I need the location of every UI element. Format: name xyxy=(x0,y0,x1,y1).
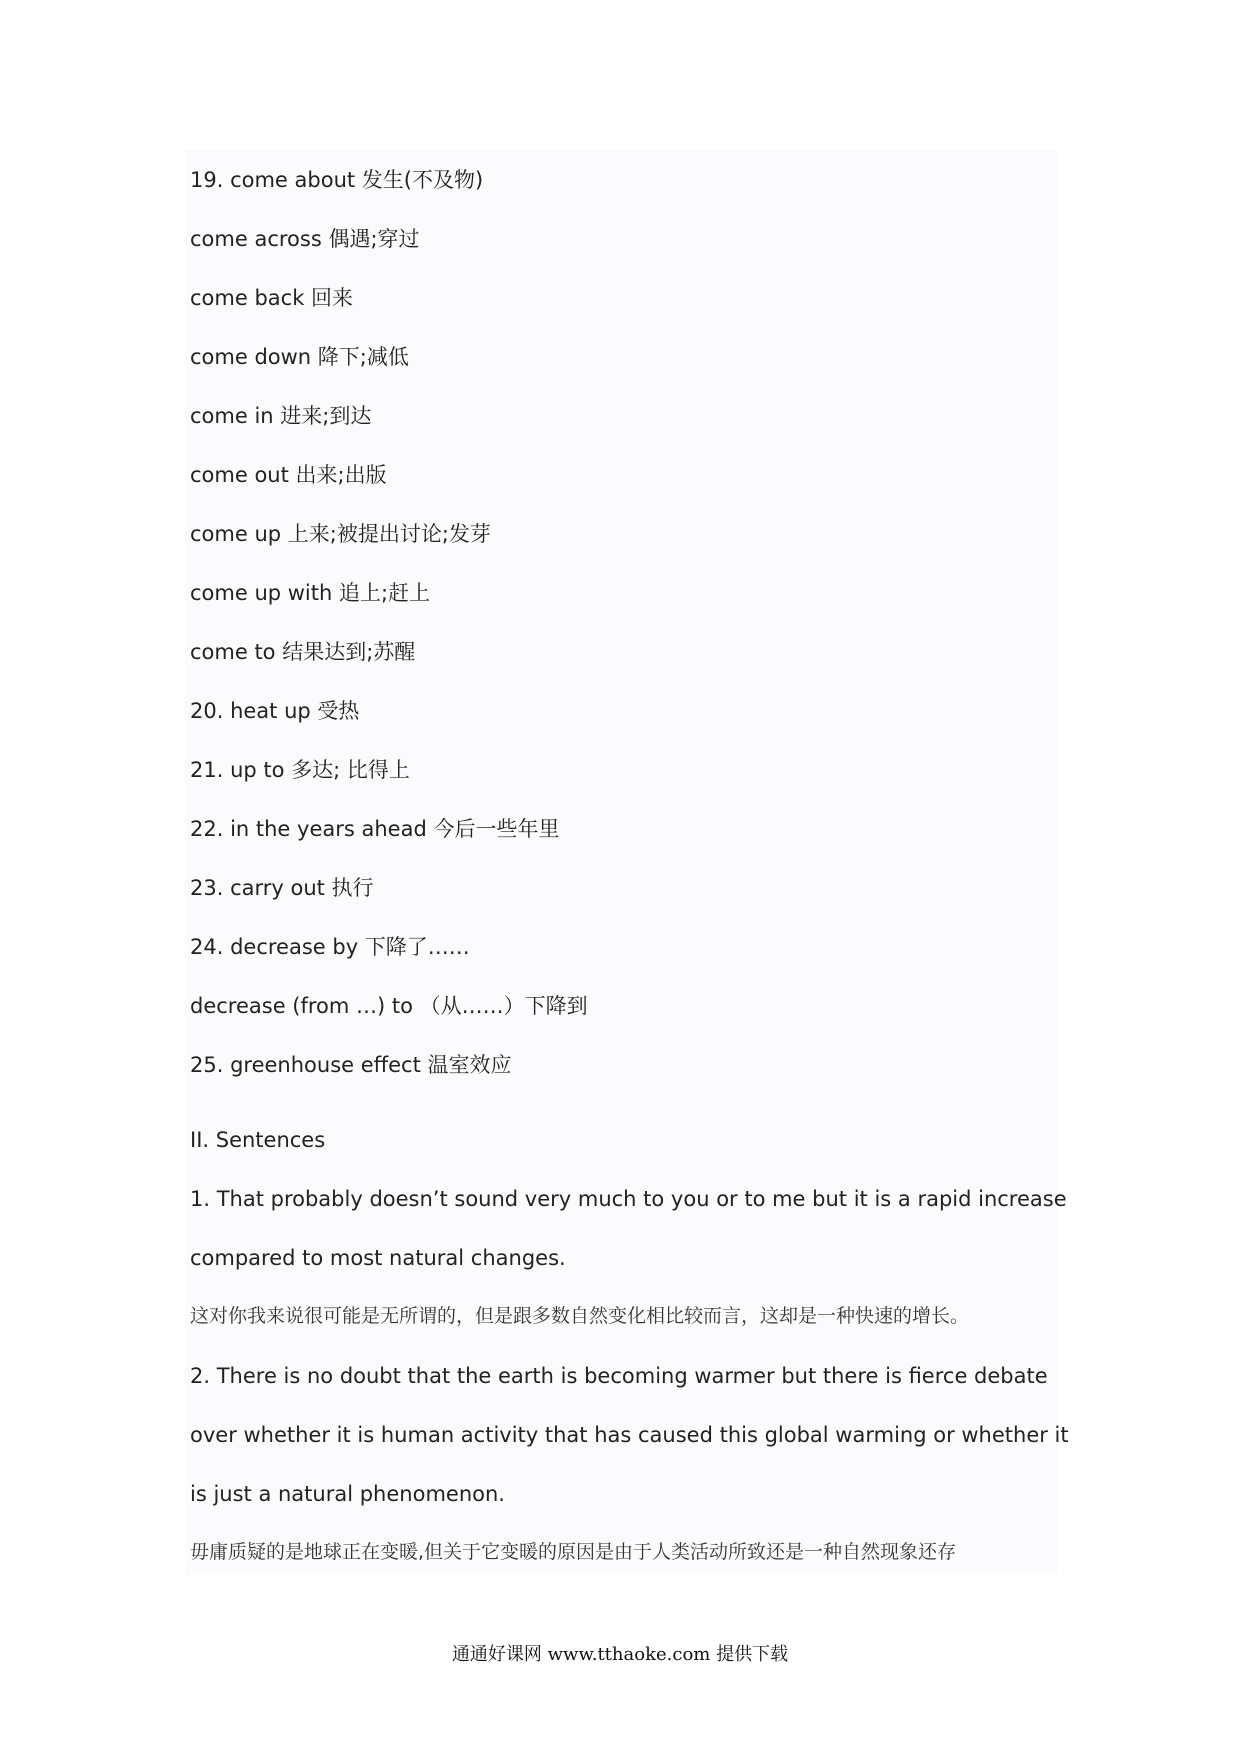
phrase-line: 25. greenhouse effect 温室效应 xyxy=(190,1053,512,1077)
sentence-line: over whether it is human activity that has caused this global warming or whether it xyxy=(190,1423,1069,1447)
phrase-line: come up 上来;被提出讨论;发芽 xyxy=(190,522,491,546)
phrase-line: 19. come about 发生(不及物) xyxy=(190,168,484,192)
phrase-line: come up with 追上;赶上 xyxy=(190,581,431,605)
page-footer: 通通好课网 www.tthaoke.com 提供下载 xyxy=(451,1644,789,1665)
phrase-line: decrease (from …) to （从……）下降到 xyxy=(190,994,588,1018)
sentence-line: is just a natural phenomenon. xyxy=(190,1482,505,1506)
sentence-translation: 这对你我来说很可能是无所谓的，但是跟多数自然变化相比较而言，这却是一种快速的增长。 xyxy=(190,1305,970,1327)
phrase-line: come back 回来 xyxy=(190,286,354,310)
section-title: II. Sentences xyxy=(190,1128,326,1152)
phrase-line: come out 出来;出版 xyxy=(190,463,387,487)
phrase-line: 21. up to 多达; 比得上 xyxy=(190,758,410,782)
phrase-line: 23. carry out 执行 xyxy=(190,876,374,900)
phrase-line: 20. heat up 受热 xyxy=(190,699,360,723)
sentence-translation: 毋庸质疑的是地球正在变暖,但关于它变暖的原因是由于人类活动所致还是一种自然现象还存 xyxy=(190,1541,957,1563)
phrase-line: 22. in the years ahead 今后一些年里 xyxy=(190,817,560,841)
sentence-line: 1. That probably doesn’t sound very much to you or to me but it is a rapid increase xyxy=(190,1187,1067,1211)
phrase-line: come across 偶遇;穿过 xyxy=(190,227,420,251)
phrase-line: 24. decrease by 下降了…… xyxy=(190,935,470,959)
sentence-line: 2. There is no doubt that the earth is becoming warmer but there is fierce debate xyxy=(190,1364,1048,1388)
sentence-line: compared to most natural changes. xyxy=(190,1246,566,1270)
phrase-line: come in 进来;到达 xyxy=(190,404,372,428)
phrase-line: come to 结果达到;苏醒 xyxy=(190,640,416,664)
phrase-line: come down 降下;减低 xyxy=(190,345,409,369)
